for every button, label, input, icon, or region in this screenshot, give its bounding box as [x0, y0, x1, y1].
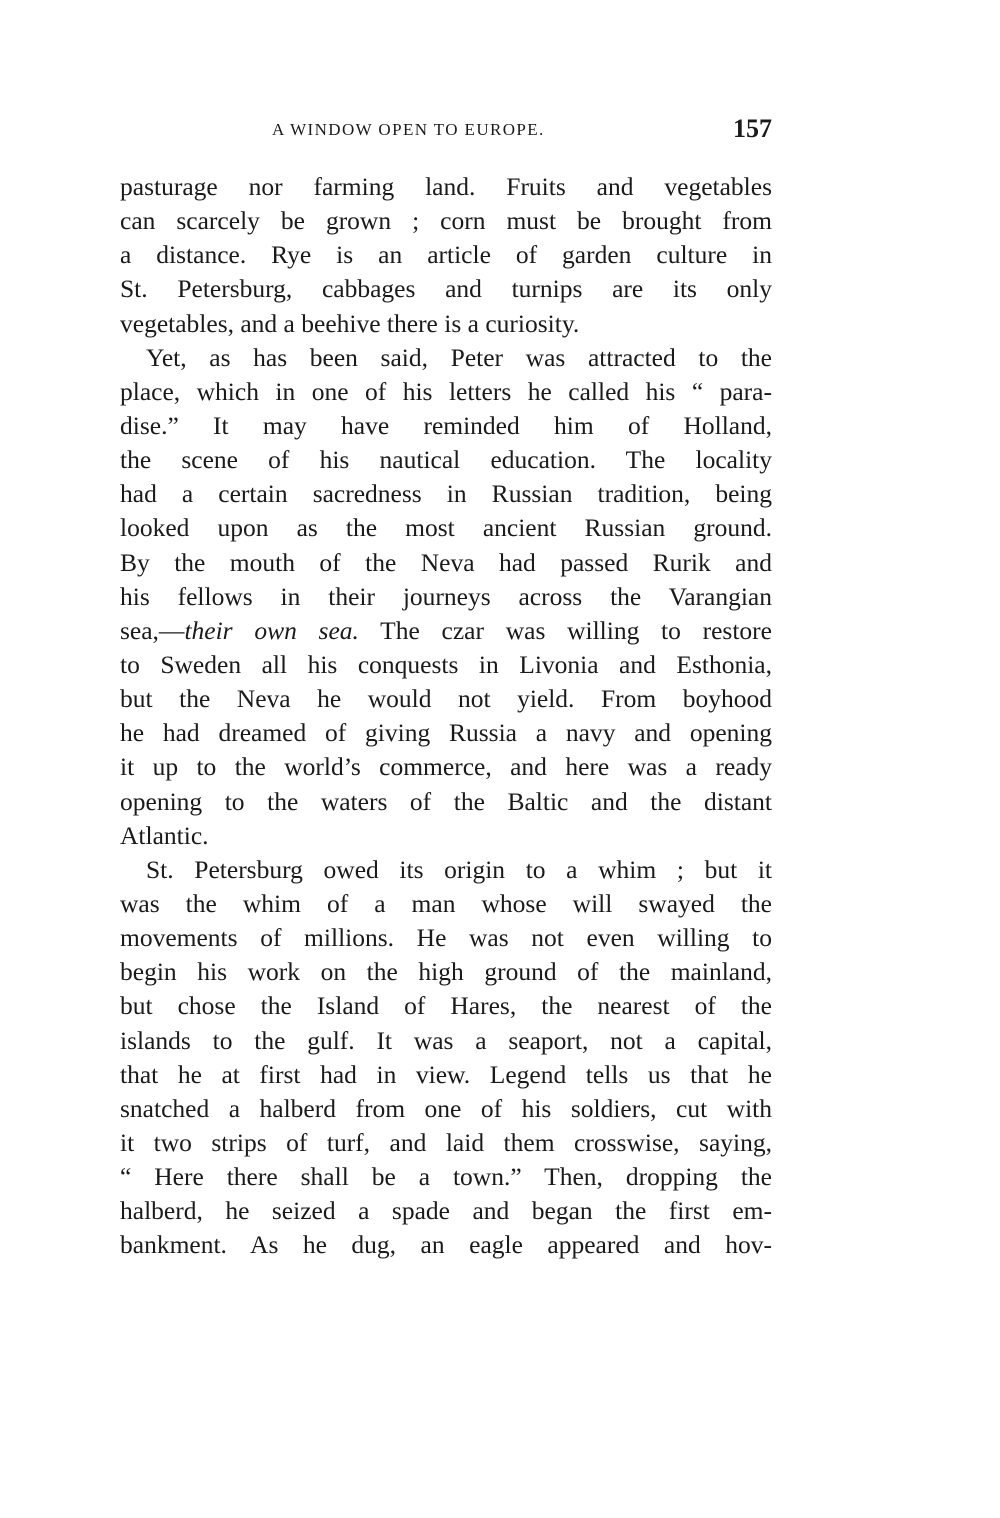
text-line: Yet, as has been said, Peter was attracted to the	[146, 342, 772, 372]
page-number: 157	[733, 114, 772, 143]
text-line: he had dreamed of giving Russia a navy and opening	[120, 718, 772, 748]
text-line: vegetables, and a beehive there is a curiosity.	[120, 308, 580, 338]
text-line: was the whim of a man whose will swayed the	[120, 888, 772, 918]
text-line: a distance. Rye is an article of garden culture in	[120, 240, 772, 270]
text-line: halberd, he seized a spade and began the first em-	[120, 1196, 772, 1226]
running-title: A WINDOW OPEN TO EUROPE.	[272, 120, 545, 139]
text-line: but the Neva he would not yield. From boyhood	[120, 684, 772, 714]
text-line: the scene of his nautical education. The locality	[120, 445, 772, 475]
text-line: that he at first had in view. Legend tells us that he	[120, 1059, 772, 1089]
text-line-end: The czar was willing to restore	[358, 615, 772, 645]
text-line: place, which in one of his letters he called his “ para-	[120, 376, 772, 406]
text-line: his fellows in their journeys across the Varangian	[120, 581, 772, 611]
running-head	[120, 116, 772, 146]
italic-phrase: their own sea.	[184, 615, 359, 645]
text-line: dise.” It may have reminded him of Holland,	[120, 410, 772, 440]
text-line: but chose the Island of Hares, the nearest of the	[120, 991, 772, 1021]
text-line: begin his work on the high ground of the mainland,	[120, 957, 772, 987]
text-line: pasturage nor farming land. Fruits and vegetables	[120, 172, 772, 201]
text-line: islands to the gulf. It was a seaport, not a capital,	[120, 1025, 772, 1055]
text-line: bankment. As he dug, an eagle appeared and hov-	[120, 1230, 772, 1260]
text-line: opening to the waters of the Baltic and the distant	[120, 786, 772, 816]
text-line	[120, 614, 772, 648]
text-line: Atlantic.	[120, 820, 209, 850]
text-line: snatched a halberd from one of his soldiers, cut with	[120, 1093, 772, 1123]
text-line: movements of millions. He was not even willing to	[120, 923, 772, 953]
text-line: looked upon as the most ancient Russian ground.	[120, 513, 772, 543]
text-line-start: sea,—	[120, 615, 185, 645]
text-line: to Sweden all his conquests in Livonia and Esthonia,	[120, 649, 772, 679]
text-line: it up to the world’s commerce, and here was a ready	[120, 752, 772, 782]
text-line: had a certain sacredness in Russian tradition, being	[120, 479, 772, 509]
body-text	[120, 170, 772, 1263]
text-line: St. Petersburg owed its origin to a whim ; but it	[146, 854, 772, 884]
text-line: By the mouth of the Neva had passed Rurik and	[120, 547, 772, 577]
text-line: St. Petersburg, cabbages and turnips are its only	[120, 274, 772, 304]
text-line: it two strips of turf, and laid them crosswise, saying,	[120, 1127, 772, 1157]
text-line: can scarcely be grown ; corn must be brought from	[120, 206, 772, 236]
text-line: “ Here there shall be a town.” Then, dropping the	[120, 1162, 772, 1192]
